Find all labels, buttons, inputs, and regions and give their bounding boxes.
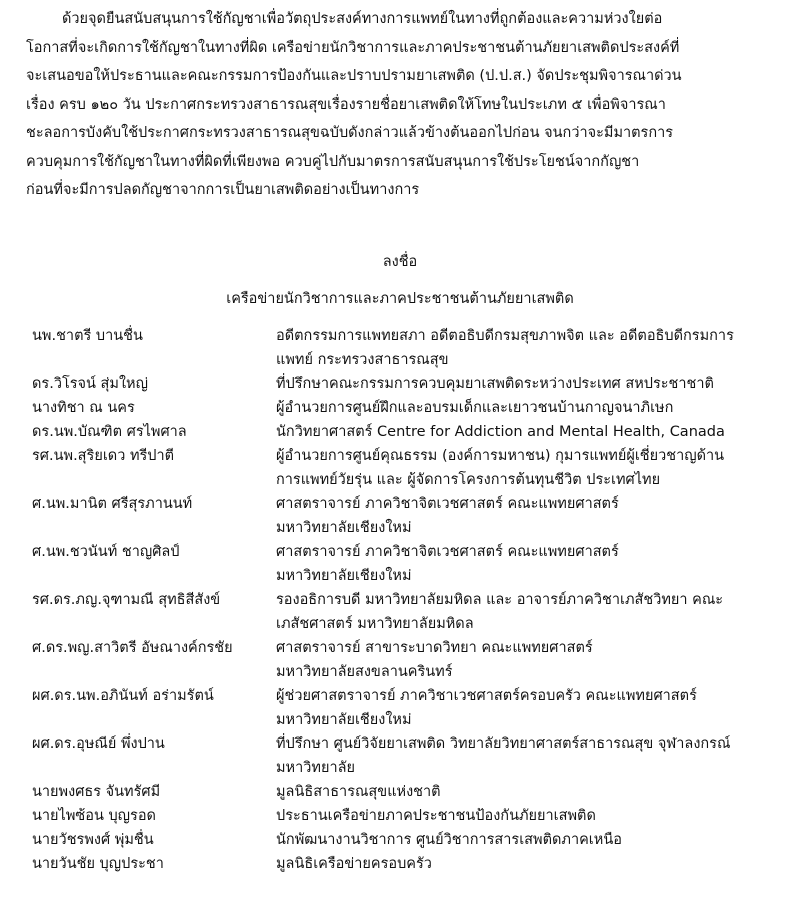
signatory-name: นางทิชา ณ นคร <box>32 400 135 416</box>
signatory-position-line: มหาวิทยาลัยเชียงใหม่ <box>276 520 412 536</box>
signatory-name: ดร.วิโรจน์ สุ่มใหญ่ <box>32 376 148 392</box>
signatory-position <box>276 588 790 636</box>
signatory-position-line: มหาวิทยาลัย <box>276 760 355 776</box>
signatory-position-line: ศาสตราจารย์ ภาควิชาจิตเวชศาสตร์ คณะแพทยศาสตร์ <box>276 544 619 560</box>
signatory-position <box>276 372 790 396</box>
signatory-list <box>32 324 792 876</box>
signatory-row <box>32 540 792 588</box>
signatory-position-line: นักพัฒนางานวิชาการ ศูนย์วิชาการสารเสพติดภาคเหนือ <box>276 832 622 848</box>
signatory-name: ผศ.ดร.อุษณีย์ พึ่งปาน <box>32 736 165 752</box>
signatory-position-line: ผู้อำนวยการศูนย์ฝึกและอบรมเด็กและเยาวชนบ้านกาญจนาภิเษก <box>276 400 674 416</box>
organization-name: เครือข่ายนักวิชาการและภาคประชาชนต้านภัยยาเสพติด <box>226 291 574 307</box>
paragraph-line: ควบคุมการใช้กัญชาในทางที่ผิดที่เพียงพอ ควบคู่ไปกับมาตรการสนับสนุนการใช้ประโยชน์จากกัญชา <box>26 153 640 170</box>
signatory-name: รศ.ดร.ภญ.จุฑามณี สุทธิสีสังข์ <box>32 592 221 608</box>
signatory-row <box>32 780 792 804</box>
signatory-position <box>276 828 790 852</box>
signatory-position-line: ศาสตราจารย์ สาขาระบาดวิทยา คณะแพทยศาสตร์ <box>276 640 593 656</box>
signatory-position <box>276 420 790 444</box>
signatory-position <box>276 324 790 372</box>
signatory-position <box>276 540 790 588</box>
signatory-position-line: แพทย์ กระทรวงสาธารณสุข <box>276 352 449 368</box>
signatory-row <box>32 732 792 780</box>
signatory-position <box>276 396 790 420</box>
signatory-name: ผศ.ดร.นพ.อภินันท์ อร่ามรัตน์ <box>32 688 214 704</box>
signatory-name: นพ.ชาตรี บานชื่น <box>32 328 143 344</box>
signatory-row <box>32 588 792 636</box>
signatory-name: นายพงศธร จันทรัศมี <box>32 784 161 800</box>
signatory-row <box>32 852 792 876</box>
signatory-position-line: ผู้อำนวยการศูนย์คุณธรรม (องค์การมหาชน) กุมารแพทย์ผู้เชี่ยวชาญด้าน <box>276 448 725 464</box>
signatory-row <box>32 324 792 372</box>
signatory-position <box>276 444 790 492</box>
signature-label: ลงชื่อ <box>382 254 418 270</box>
signatory-position-line: ศาสตราจารย์ ภาควิชาจิตเวชศาสตร์ คณะแพทยศาสตร์ <box>276 496 619 512</box>
signatory-row <box>32 372 792 396</box>
signatory-position-line: รองอธิการบดี มหาวิทยาลัยมหิดล และ อาจารย์ภาควิชาเภสัชวิทยา คณะ <box>276 592 724 608</box>
signatory-position-line: ประธานเครือข่ายภาคประชาชนป้องกันภัยยาเสพติด <box>276 808 596 824</box>
signatory-position-line: ที่ปรึกษาคณะกรรมการควบคุมยาเสพติดระหว่างประเทศ สหประชาชาติ <box>276 376 714 392</box>
signatory-position-line: อดีตกรรมการแพทยสภา อดีตอธิบดีกรมสุขภาพจิต และ อดีตอธิบดีกรมการ <box>276 328 734 344</box>
signatory-name: ศ.นพ.มานิต ศรีสุรภานนท์ <box>32 496 193 512</box>
signatory-position <box>276 780 790 804</box>
signatory-name: นายไพซ้อน บุญรอด <box>32 808 156 824</box>
signatory-position <box>276 852 790 876</box>
signatory-position-line: มหาวิทยาลัยเชียงใหม่ <box>276 568 412 584</box>
signatory-name: ดร.นพ.บัณฑิต ศรไพศาล <box>32 424 187 440</box>
signatory-position-line: มูลนิธิเครือข่ายครอบครัว <box>276 856 432 872</box>
signatory-name: นายวัชรพงศ์ พุ่มชื่น <box>32 832 154 848</box>
paragraph-line: ก่อนที่จะมีการปลดกัญชาจากการเป็นยาเสพติดอย่างเป็นทางการ <box>26 182 420 198</box>
signatory-row <box>32 828 792 852</box>
signatory-row <box>32 420 792 444</box>
signatory-position <box>276 636 790 684</box>
signatory-row <box>32 804 792 828</box>
paragraph-line: โอกาสที่จะเกิดการใช้กัญชาในทางที่ผิด เครือข่ายนักวิชาการและภาคประชาชนต้านภัยยาเสพติดประสงค์ที่ <box>26 39 680 56</box>
paragraph-line: เรื่อง ครบ ๑๒๐ วัน ประกาศกระทรวงสาธารณสุขเรื่องรายชื่อยาเสพติดให้โทษในประเภท ๕ เพื่อพิจารณา <box>26 96 666 113</box>
signatory-name: รศ.นพ.สุริยเดว ทรีปาตี <box>32 448 175 464</box>
signatory-position <box>276 732 790 780</box>
signatory-position-line: การแพทย์วัยรุ่น และ ผู้จัดการโครงการต้นทุนชีวิต ประเทศไทย <box>276 472 661 488</box>
signatory-position <box>276 684 790 732</box>
paragraph-line: จะเสนอขอให้ประธานและคณะกรรมการป้องกันและปราบปรามยาเสพติด (ป.ป.ส.) จัดประชุมพิจารณาด่วน <box>26 68 682 84</box>
signatory-position-line: มหาวิทยาลัยเชียงใหม่ <box>276 712 412 728</box>
signatory-position-line: นักวิทยาศาสตร์ Centre for Addiction and Mental Health, Canada <box>276 424 725 440</box>
signatory-row <box>32 684 792 732</box>
paragraph-line: ด้วยจุดยืนสนับสนุนการใช้กัญชาเพื่อวัตถุประสงค์ทางการแพทย์ในทางที่ถูกต้องและความห่วงใยต่อ <box>62 11 663 27</box>
signatory-position-line: ผู้ช่วยศาสตราจารย์ ภาควิชาเวชศาสตร์ครอบครัว คณะแพทยศาสตร์ <box>276 688 697 704</box>
signatory-position-line: เภสัชศาสตร์ มหาวิทยาลัยมหิดล <box>276 616 474 632</box>
paragraph-line: ชะลอการบังคับใช้ประกาศกระทรวงสาธารณสุขฉบับดังกล่าวแล้วข้างต้นออกไปก่อน จนกว่าจะมีมาตรการ <box>26 125 674 141</box>
signatory-row <box>32 636 792 684</box>
body-paragraph <box>26 5 786 205</box>
signatory-position-line: มูลนิธิสาธารณสุขแห่งชาติ <box>276 784 441 800</box>
signatory-name: ศ.ดร.พญ.สาวิตรี อัษณางค์กรชัย <box>32 640 233 656</box>
signatory-row <box>32 396 792 420</box>
signatory-position-line: ที่ปรึกษา ศูนย์วิจัยยาเสพติด วิทยาลัยวิทยาศาสตร์สาธารณสุข จุฬาลงกรณ์ <box>276 736 731 752</box>
signatory-position <box>276 804 790 828</box>
signatory-row <box>32 492 792 540</box>
signatory-position <box>276 492 790 540</box>
signatory-name: ศ.นพ.ชวนันท์ ชาญศิลป์ <box>32 544 180 560</box>
signatory-name: นายวันชัย บุญประชา <box>32 856 164 872</box>
signatory-row <box>32 444 792 492</box>
signatory-position-line: มหาวิทยาลัยสงขลานครินทร์ <box>276 664 453 680</box>
